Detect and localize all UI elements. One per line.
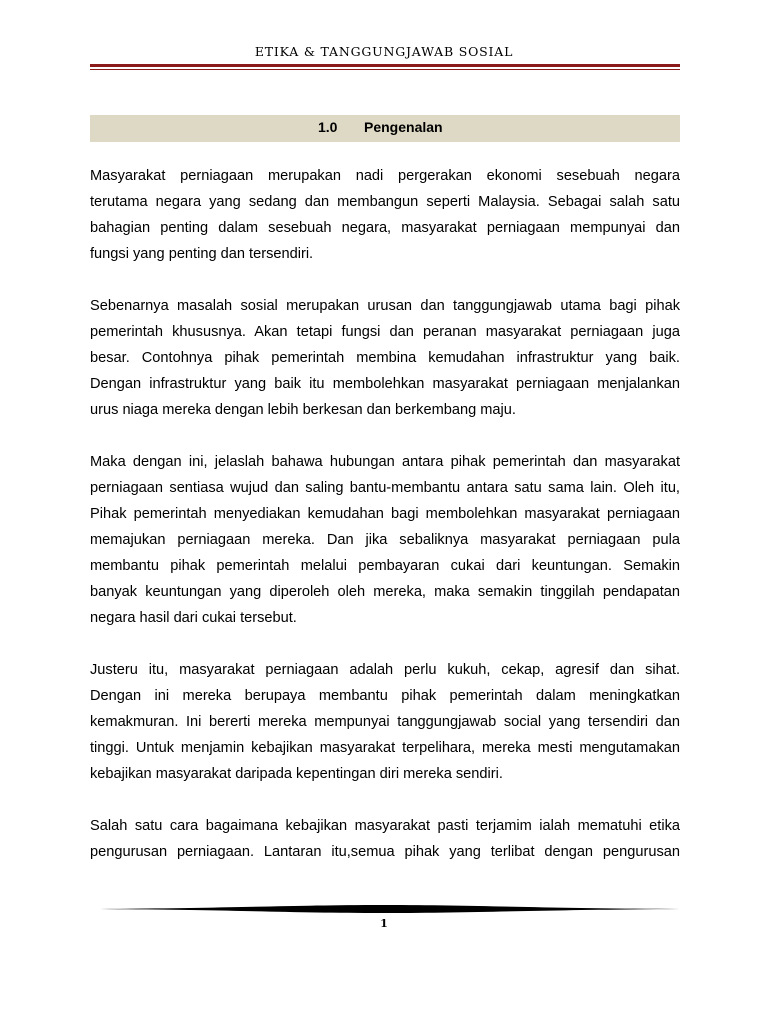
text-line: kemakmuran. Ini bererti mereka mempunyai tanggungjawab social yang tersendiri dan <box>90 714 680 730</box>
text-line: pemerintah khususnya. Akan tetapi fungsi dan peranan masyarakat perniagaan juga <box>90 324 680 340</box>
header-rule-thin <box>90 69 680 70</box>
text-line: terutama negara yang sedang dan membangun seperti Malaysia. Sebagai salah satu <box>90 194 680 210</box>
footer-rule <box>90 903 680 915</box>
text-line: besar. Contohnya pihak pemerintah membina kemudahan infrastruktur yang baik. <box>90 350 680 366</box>
text-line: Maka dengan ini, jelaslah bahawa hubungan antara pihak pemerintah dan masyarakat <box>90 454 680 470</box>
text-line: fungsi yang penting dan tersendiri. <box>90 246 314 262</box>
text-line: memajukan perniagaan mereka. Dan jika sebaliknya masyarakat perniagaan pula <box>90 532 680 548</box>
text-line: Pihak pemerintah menyediakan kemudahan bagi membolehkan masyarakat perniagaan <box>90 506 680 522</box>
text-line: perniagaan sentiasa wujud dan saling bantu-membantu antara satu sama lain. Oleh itu, <box>90 480 680 496</box>
paragraph-4 <box>90 657 680 787</box>
text-line: negara hasil dari cukai tersebut. <box>90 610 297 626</box>
text-line: pengurusan perniagaan. Lantaran itu,semua pihak yang terlibat dengan pengurusan <box>90 844 680 860</box>
text-line: banyak keuntungan yang diperoleh oleh mereka, maka semakin tinggilah pendapatan <box>90 584 680 600</box>
paragraph-3 <box>90 449 680 631</box>
text-line: urus niaga mereka dengan lebih berkesan dan berkembang maju. <box>90 402 516 418</box>
page-number: 1 <box>380 917 388 930</box>
text-line: Dengan ini mereka berupaya membantu pihak pemerintah dalam meningkatkan <box>90 688 680 704</box>
header-rule-thick <box>90 64 680 67</box>
text-line: Salah satu cara bagaimana kebajikan masyarakat pasti terjamim ialah mematuhi etika <box>90 818 680 834</box>
text-line: kebajikan masyarakat daripada kepentingan diri mereka sendiri. <box>90 766 503 782</box>
text-line: bahagian penting dalam sesebuah negara, masyarakat perniagaan mempunyai dan <box>90 220 680 236</box>
section-number: 1.0 <box>318 119 338 135</box>
paragraph-1 <box>90 163 680 267</box>
paragraph-2 <box>90 293 680 423</box>
section-title: Pengenalan <box>364 119 443 135</box>
text-line: Dengan infrastruktur yang baik itu membolehkan masyarakat perniagaan menjalankan <box>90 376 680 392</box>
text-line: Masyarakat perniagaan merupakan nadi pergerakan ekonomi sesebuah negara <box>90 168 680 184</box>
paragraph-5 <box>90 813 680 865</box>
text-line: membantu pihak pemerintah melalui pembayaran cukai dari keuntungan. Semakin <box>90 558 680 574</box>
text-line: Justeru itu, masyarakat perniagaan adalah perlu kukuh, cekap, agresif dan sihat. <box>90 662 680 678</box>
text-line: tinggi. Untuk menjamin kebajikan masyarakat terpelihara, mereka mesti mengutamakan <box>90 740 680 756</box>
text-line: Sebenarnya masalah sosial merupakan urusan dan tanggungjawab utama bagi pihak <box>90 298 680 314</box>
running-header: ETIKA & TANGGUNGJAWAB SOSIAL <box>254 44 514 59</box>
